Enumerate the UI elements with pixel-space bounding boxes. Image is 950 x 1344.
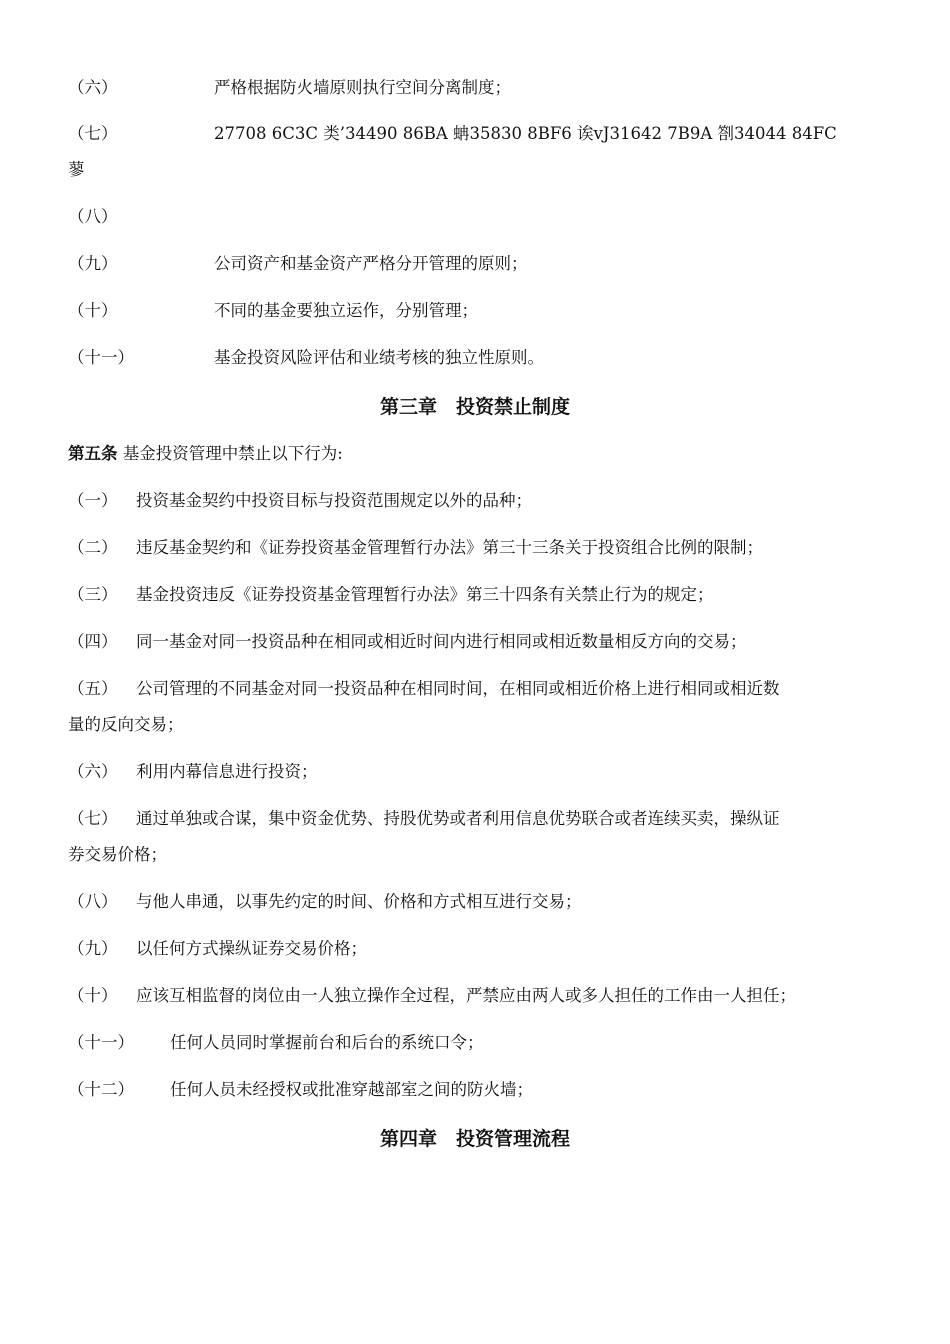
list-item xyxy=(68,199,888,235)
item-text: 与他人串通，以事先约定的时间、价格和方式相互进行交易； xyxy=(136,892,582,911)
item-number: （八） xyxy=(68,207,118,226)
item-number: （八） xyxy=(68,892,118,911)
item-number: （十二） xyxy=(68,1080,134,1099)
item-text-continuation: 蓼 xyxy=(68,160,85,179)
item-text-continuation: 量的反向交易； xyxy=(68,715,184,734)
item-text: 违反基金契约和《证券投资基金管理暂行办法》第三十三条关于投资组合比例的限制； xyxy=(136,538,763,557)
item-text: 任何人员同时掌握前台和后台的系统口令； xyxy=(170,1033,484,1052)
item-number: （十） xyxy=(68,301,118,320)
list-item xyxy=(68,530,888,566)
item-text: 基金投资违反《证券投资基金管理暂行办法》第三十四条有关禁止行为的规定； xyxy=(136,585,714,604)
item-number: （十一） xyxy=(68,348,134,367)
article-line xyxy=(68,436,888,472)
list-item xyxy=(68,483,888,519)
item-text: 利用内幕信息进行投资； xyxy=(136,762,318,781)
list-item-continuation xyxy=(68,707,888,743)
item-number: （十） xyxy=(68,986,118,1005)
item-number: （七） xyxy=(68,809,118,828)
list-item xyxy=(68,624,888,660)
list-item-continuation xyxy=(68,152,888,188)
item-text: 基金投资风险评估和业绩考核的独立性原则。 xyxy=(214,348,544,367)
list-item xyxy=(68,884,888,920)
item-text-continuation: 券交易价格； xyxy=(68,845,167,864)
list-item xyxy=(68,1072,888,1108)
list-item xyxy=(68,931,888,967)
item-number: （六） xyxy=(68,762,118,781)
list-item xyxy=(68,1025,888,1061)
item-number: （六） xyxy=(68,78,118,97)
item-number: （二） xyxy=(68,538,118,557)
item-text: 投资基金契约中投资目标与投资范围规定以外的品种； xyxy=(136,491,532,510)
item-number: （五） xyxy=(68,679,118,698)
item-text: 公司资产和基金资产严格分开管理的原则； xyxy=(214,254,528,273)
item-text: 27708 6C3C 类’34490 86BA 蚺35830 8BF6 诶vJ31642 7B9A 劄34044 84FC xyxy=(214,124,837,143)
list-item xyxy=(68,116,888,152)
item-number: （一） xyxy=(68,491,118,510)
item-text: 应该互相监督的岗位由一人独立操作全过程，严禁应由两人或多人担任的工作由一人担任； xyxy=(136,986,796,1005)
item-number: （九） xyxy=(68,254,118,273)
list-item xyxy=(68,340,888,376)
article-text: 基金投资管理中禁止以下行为: xyxy=(122,444,343,463)
item-text: 公司管理的不同基金对同一投资品种在相同时间，在相同或相近价格上进行相同或相近数 xyxy=(136,679,780,698)
item-number: （十一） xyxy=(68,1033,134,1052)
list-item xyxy=(68,671,888,707)
article-label: 第五条 xyxy=(68,444,118,463)
item-text: 同一基金对同一投资品种在相同或相近时间内进行相同或相近数量相反方向的交易； xyxy=(136,632,747,651)
list-item xyxy=(68,754,888,790)
item-text: 严格根据防火墙原则执行空间分离制度； xyxy=(214,78,511,97)
list-item-continuation xyxy=(68,837,888,873)
list-item xyxy=(68,801,888,837)
list-item xyxy=(68,246,888,282)
list-item xyxy=(68,577,888,613)
list-item xyxy=(68,70,888,106)
item-number: （七） xyxy=(68,124,118,143)
item-text: 不同的基金要独立运作，分别管理； xyxy=(214,301,478,320)
chapter-title: 第三章 投资禁止制度 xyxy=(379,396,570,418)
list-item xyxy=(68,978,888,1014)
chapter-title: 第四章 投资管理流程 xyxy=(379,1128,570,1150)
item-number: （四） xyxy=(68,632,118,651)
item-text: 通过单独或合谋，集中资金优势、持股优势或者利用信息优势联合或者连续买卖，操纵证 xyxy=(136,809,780,828)
list-item xyxy=(68,293,888,329)
item-text: 任何人员未经授权或批准穿越部室之间的防火墙； xyxy=(170,1080,533,1099)
item-text: 以任何方式操纵证券交易价格； xyxy=(136,939,367,958)
item-number: （九） xyxy=(68,939,118,958)
item-number: （三） xyxy=(68,585,118,604)
